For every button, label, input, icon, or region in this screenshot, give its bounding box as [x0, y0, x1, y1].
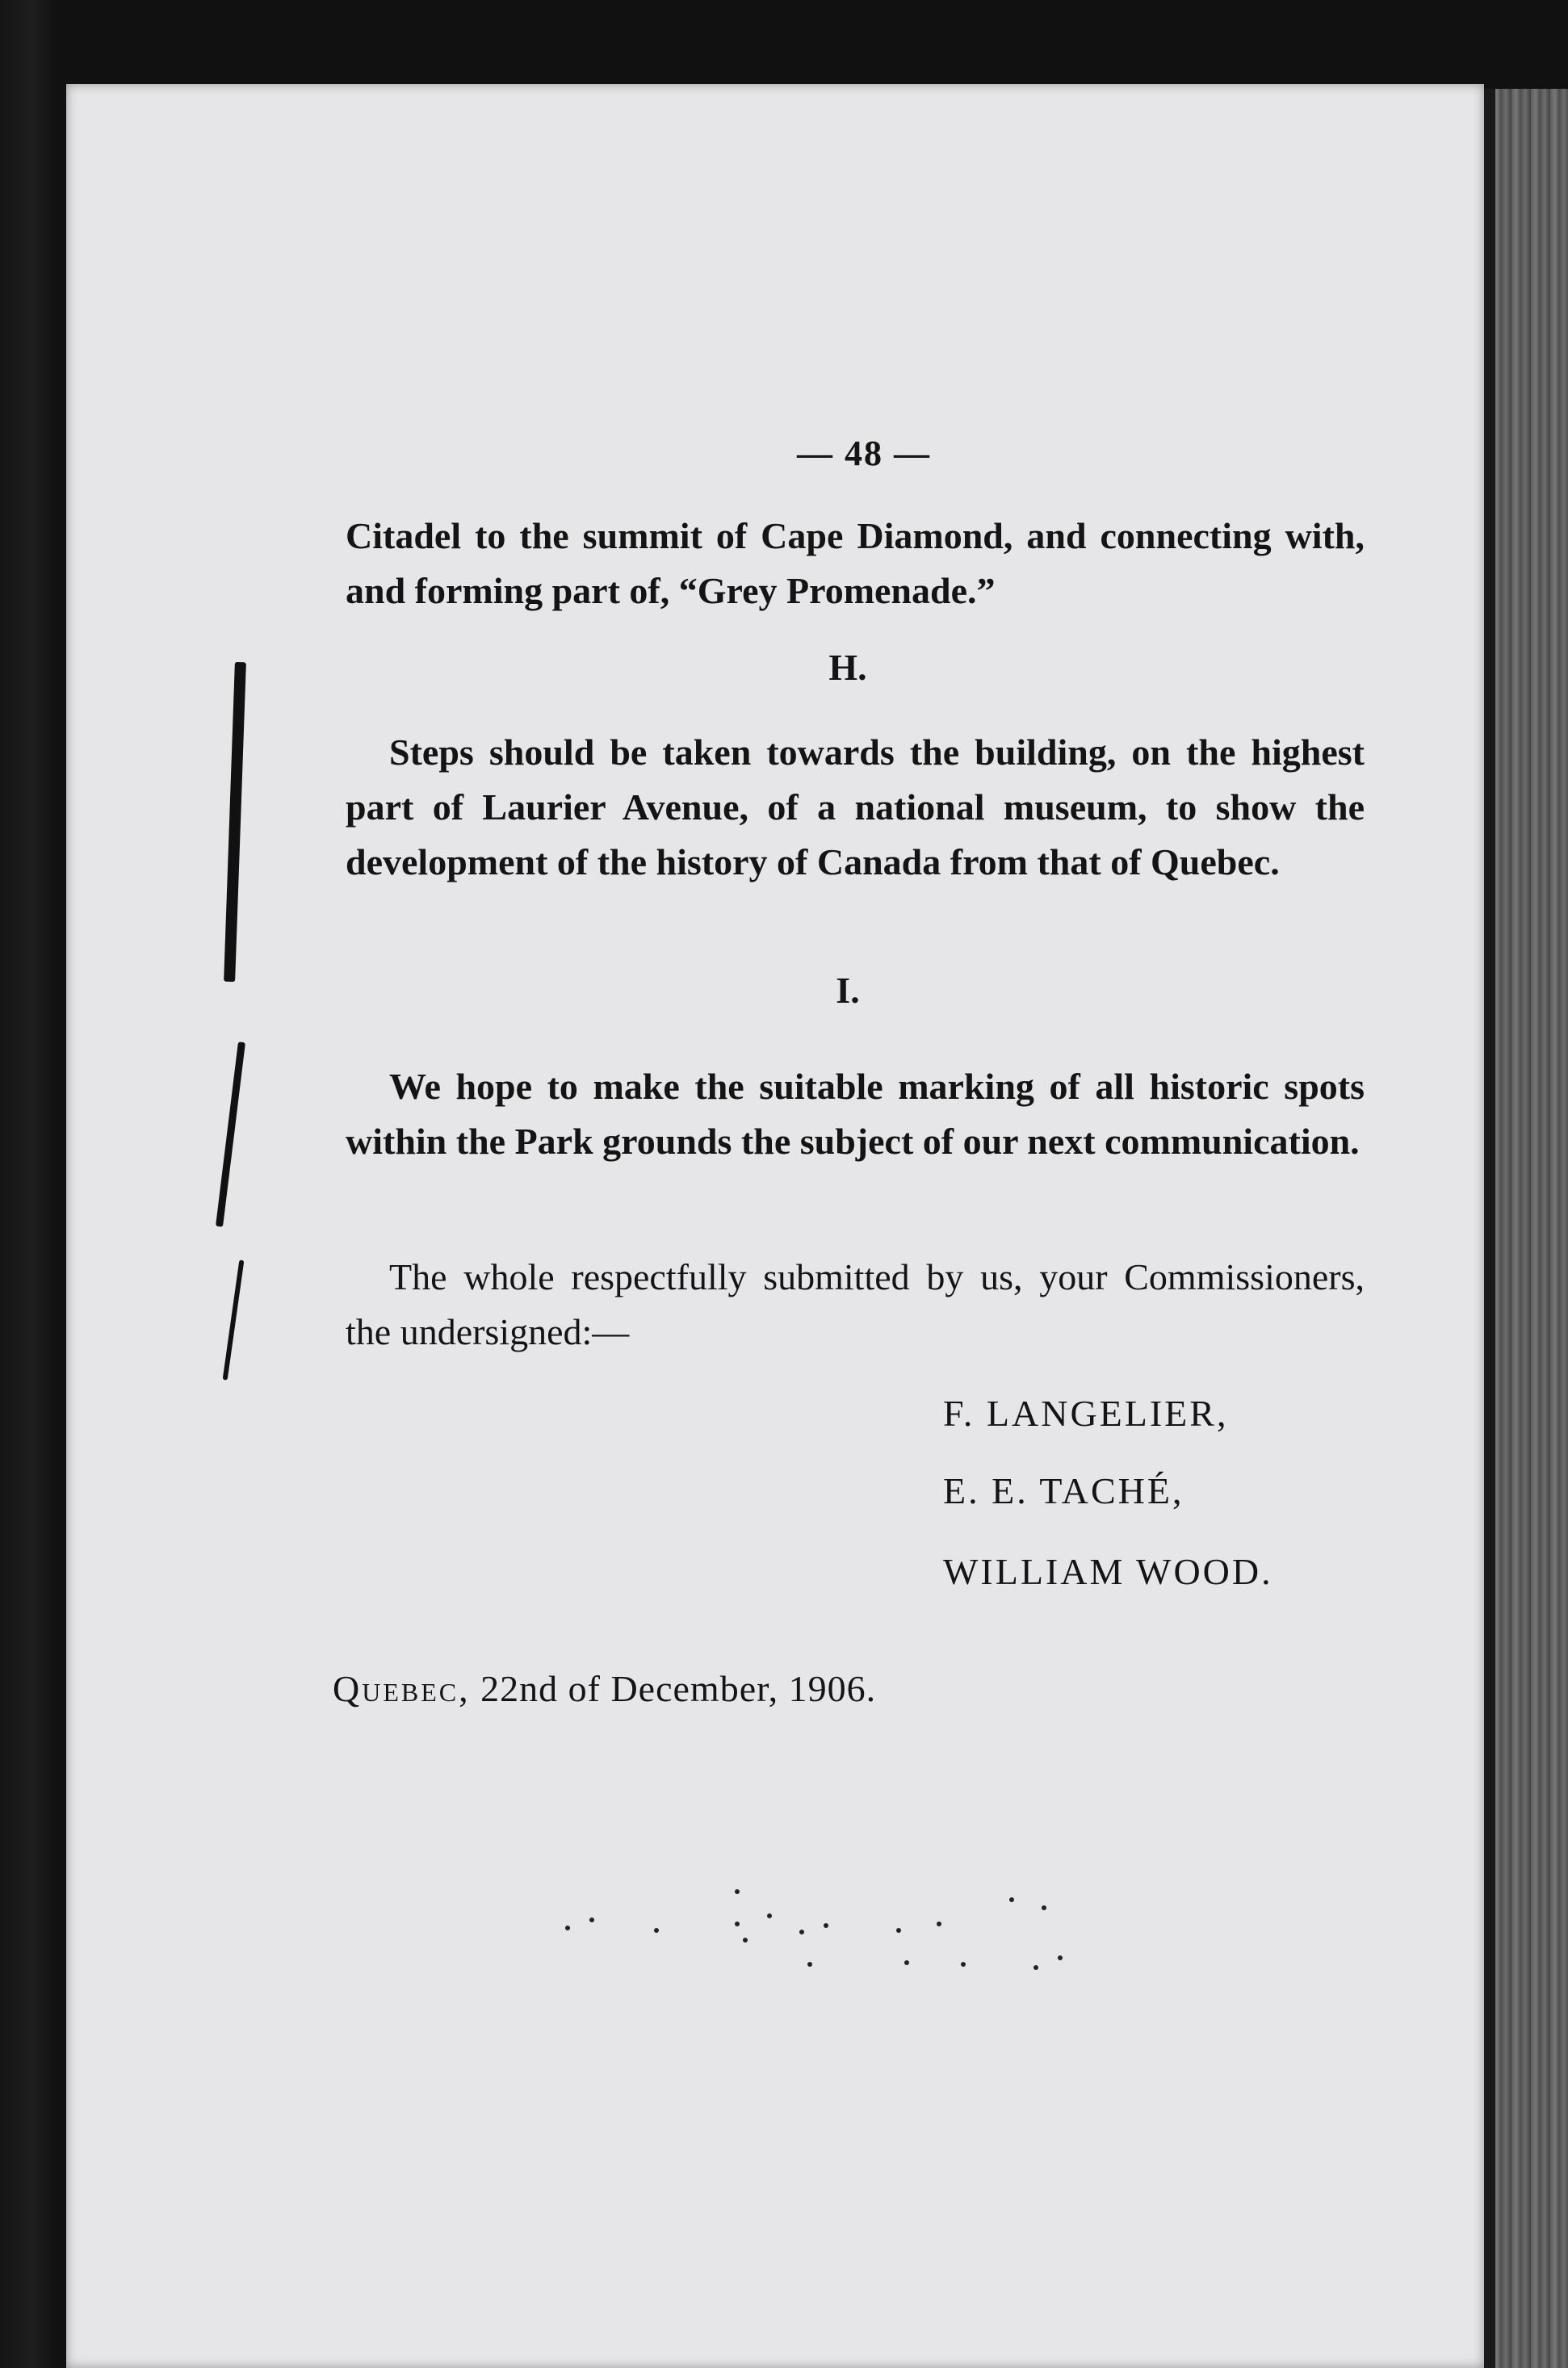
scan-specks — [557, 1881, 1106, 1970]
continuation-paragraph: Citadel to the summit of Cape Diamond, and connecting with, and forming part of, “Grey Promenade.” — [346, 515, 1365, 611]
page-number: — 48 — — [797, 434, 931, 473]
dateline-date: 22nd of December, 1906. — [480, 1668, 877, 1709]
section-h-paragraph: Steps should be taken towards the building, on the highest part of Laurier Avenue, of a national museum, to show the development of the history of Canada from that of Quebec. — [346, 731, 1365, 882]
signatory-langelier: F. LANGELIER, — [943, 1393, 1229, 1434]
section-heading-h: H. — [828, 647, 867, 688]
section-i-paragraph: We hope to make the suitable marking of all historic spots within the Park grounds the subject of our next communication. — [346, 1066, 1365, 1162]
adjacent-page-edge — [1492, 89, 1568, 2368]
closing-paragraph: The whole respectfully submitted by us, your Commissioners, the undersigned:— — [346, 1256, 1365, 1352]
dateline — [333, 1667, 876, 1710]
dateline-city: Quebec, — [333, 1668, 471, 1709]
signatory-tache: E. E. TACHÉ, — [943, 1470, 1184, 1511]
document-page — [66, 84, 1484, 2368]
signatory-wood: WILLIAM WOOD. — [943, 1551, 1273, 1592]
section-heading-i: I. — [836, 970, 860, 1011]
page-gutter-shadow — [1482, 89, 1495, 2368]
